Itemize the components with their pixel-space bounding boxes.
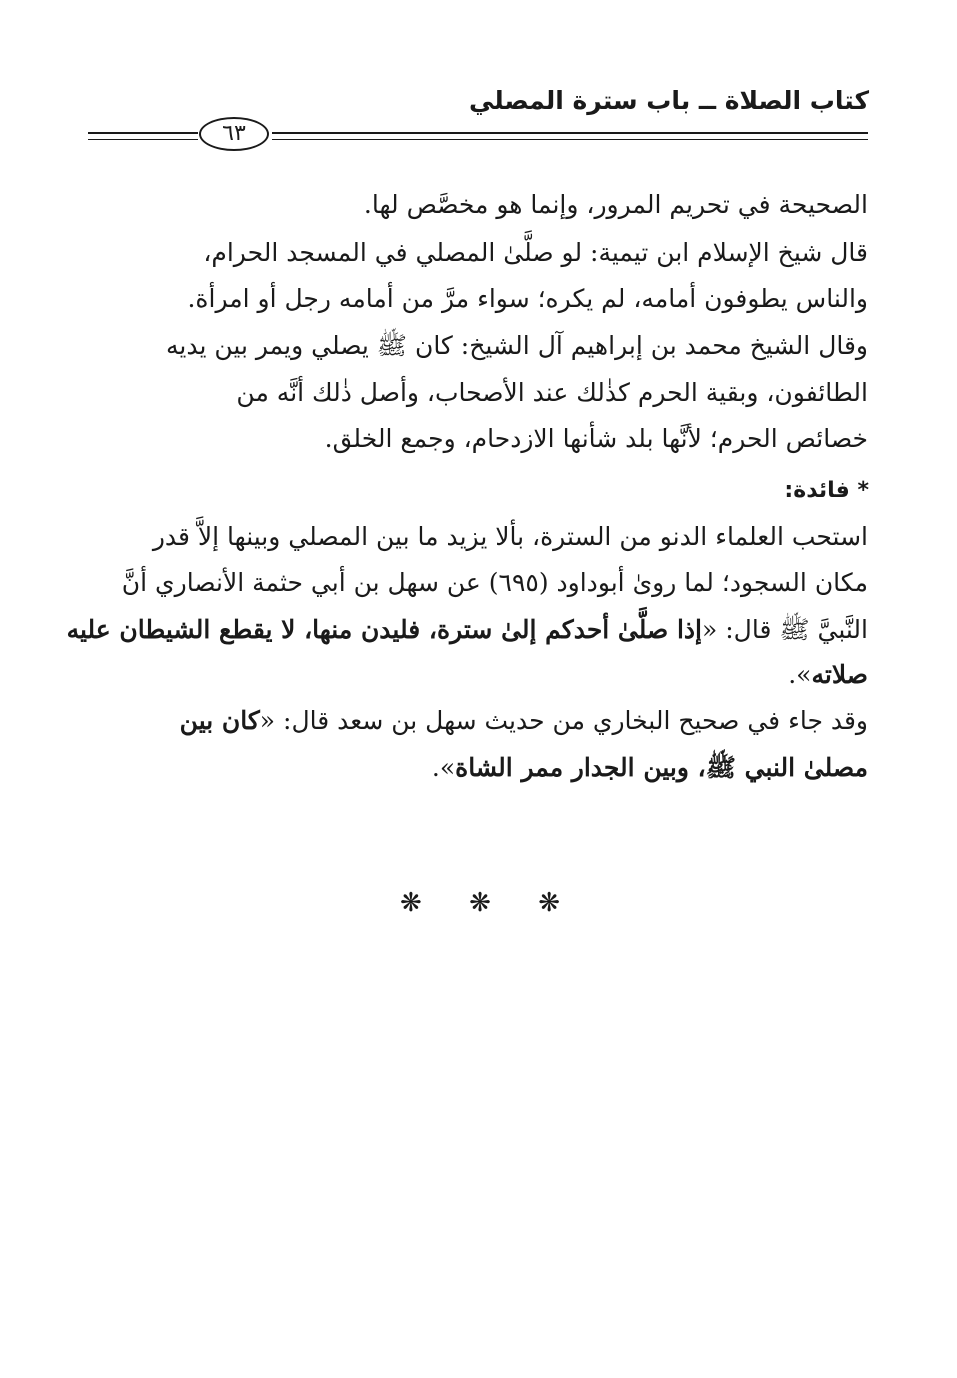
text-line — [88, 752, 868, 789]
text-line: مكان السجود؛ لما روىٰ أبوداود (٦٩٥) عن سهل بن أبي حثمة الأنصاري أنَّ — [121, 568, 868, 597]
text-line: الصحيحة في تحريم المرور، وإنما هو مخصَّص لها. — [363, 190, 868, 219]
running-title: كتاب الصلاة ــ باب سترة المصلي — [468, 86, 869, 115]
ornament-star-icon: ❋ — [400, 888, 422, 918]
text-line: قال شيخ الإسلام ابن تيمية: لو صلَّىٰ المصلي في المسجد الحرام، — [203, 238, 868, 267]
section-end-ornament — [400, 888, 560, 918]
text-line: خصائص الحرم؛ لأنَّها بلد شأنها الازدحام، وجمع الخلق. — [324, 424, 868, 453]
hadith-text: كان بين — [179, 706, 260, 735]
page-number: ٦٣ — [222, 121, 246, 146]
text-line — [88, 660, 868, 689]
text-line: الطائفون، وبقية الحرم كذٰلك عند الأصحاب، وأصل ذٰلك أنَّه من — [236, 378, 868, 407]
text-plain: النَّبيَّ ﷺ قال: « — [702, 615, 868, 644]
hadith-text: صلاته — [811, 660, 868, 689]
text-line: وقال الشيخ محمد بن إبراهيم آل الشيخ: كان ﷺ يصلي ويمر بين يديه — [166, 331, 868, 360]
fayda-text — [66, 0, 868, 1378]
text-plain: ». — [788, 660, 812, 689]
text-line: استحب العلماء الدنو من السترة، بألا يزيد ما بين المصلي وبينها إلاَّ قدر — [152, 522, 868, 551]
hadith-text: إذا صلَّىٰ أحدكم إلىٰ سترة، فليدن منها، لا يقطع الشيطان عليه — [66, 615, 703, 644]
ornament-star-icon: ❋ — [538, 888, 560, 918]
hadith-text: مصلىٰ النبي ﷺ، وبين الجدار ممر الشاة — [455, 753, 868, 782]
text-line: والناس يطوفون أمامه، لم يكره؛ سواء مرَّ من أمامه رجل أو امرأة. — [187, 284, 868, 313]
text-plain: وقد جاء في صحيح البخاري من حديث سهل بن سعد قال: « — [259, 706, 868, 735]
fayda-heading: * فائدة: — [784, 478, 869, 503]
text-line — [118, 706, 868, 735]
text-plain: ». — [431, 753, 456, 782]
ornament-star-icon: ❋ — [469, 888, 491, 918]
text-line — [66, 614, 868, 651]
